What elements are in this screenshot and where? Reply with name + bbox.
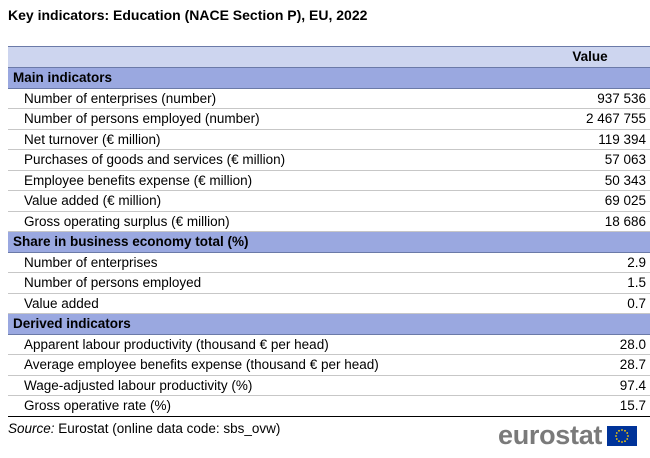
table-row (8, 150, 650, 171)
eurostat-logo-text: eurostat (498, 420, 603, 450)
flag-star (621, 441, 623, 443)
flag-star (616, 438, 618, 440)
row-value: 1.5 (530, 273, 650, 294)
table-row (8, 273, 650, 294)
table-row (8, 334, 650, 355)
row-label: Gross operating surplus (€ million) (8, 211, 530, 232)
section-title: Main indicators (8, 68, 650, 89)
flag-star (618, 440, 620, 442)
eu-flag-icon (607, 426, 637, 446)
section-title: Derived indicators (8, 314, 650, 335)
eurostat-logo (498, 422, 637, 449)
table-row (8, 252, 650, 273)
section-title: Share in business economy total (%) (8, 232, 650, 253)
source-note (8, 421, 280, 436)
flag-star (616, 432, 618, 434)
row-label: Employee benefits expense (€ million) (8, 170, 530, 191)
table-row (8, 396, 650, 417)
source-text: Eurostat (online data code: sbs_ovw) (54, 421, 281, 436)
flag-star (618, 429, 620, 431)
row-label: Number of enterprises (number) (8, 88, 530, 109)
row-label: Apparent labour productivity (thousand € per head) (8, 334, 530, 355)
table-row (8, 109, 650, 130)
row-label: Number of enterprises (8, 252, 530, 273)
row-value: 119 394 (530, 129, 650, 150)
flag-star (621, 429, 623, 431)
row-value: 50 343 (530, 170, 650, 191)
row-label: Number of persons employed (number) (8, 109, 530, 130)
header-label-cell (8, 47, 530, 68)
table-row (8, 191, 650, 212)
row-label: Net turnover (€ million) (8, 129, 530, 150)
value-column-header: Value (530, 47, 650, 68)
table-row (8, 88, 650, 109)
flag-star (624, 440, 626, 442)
flag-star (626, 438, 628, 440)
row-label: Number of persons employed (8, 273, 530, 294)
row-value: 18 686 (530, 211, 650, 232)
table-row (8, 170, 650, 191)
section-header-row (8, 232, 650, 253)
row-value: 15.7 (530, 396, 650, 417)
table-row (8, 211, 650, 232)
flag-star (627, 435, 629, 437)
table-row (8, 375, 650, 396)
section-header-row (8, 68, 650, 89)
row-value: 937 536 (530, 88, 650, 109)
table-row (8, 129, 650, 150)
row-label: Average employee benefits expense (thousand € per head) (8, 355, 530, 376)
row-value: 97.4 (530, 375, 650, 396)
row-label: Wage-adjusted labour productivity (%) (8, 375, 530, 396)
row-label: Value added (€ million) (8, 191, 530, 212)
row-value: 69 025 (530, 191, 650, 212)
section-header-row (8, 314, 650, 335)
row-value: 2 467 755 (530, 109, 650, 130)
row-value: 28.0 (530, 334, 650, 355)
table-header-row (8, 47, 650, 68)
row-label: Value added (8, 293, 530, 314)
table-row (8, 293, 650, 314)
flag-star (624, 429, 626, 431)
source-label: Source: (8, 421, 55, 436)
flag-star (626, 432, 628, 434)
table-title: Key indicators: Education (NACE Section P), EU, 2022 (8, 7, 368, 23)
row-value: 0.7 (530, 293, 650, 314)
flag-star (615, 435, 617, 437)
row-label: Purchases of goods and services (€ million) (8, 150, 530, 171)
row-value: 28.7 (530, 355, 650, 376)
row-value: 2.9 (530, 252, 650, 273)
key-indicators-table (8, 46, 650, 417)
row-label: Gross operative rate (%) (8, 396, 530, 417)
table-row (8, 355, 650, 376)
row-value: 57 063 (530, 150, 650, 171)
